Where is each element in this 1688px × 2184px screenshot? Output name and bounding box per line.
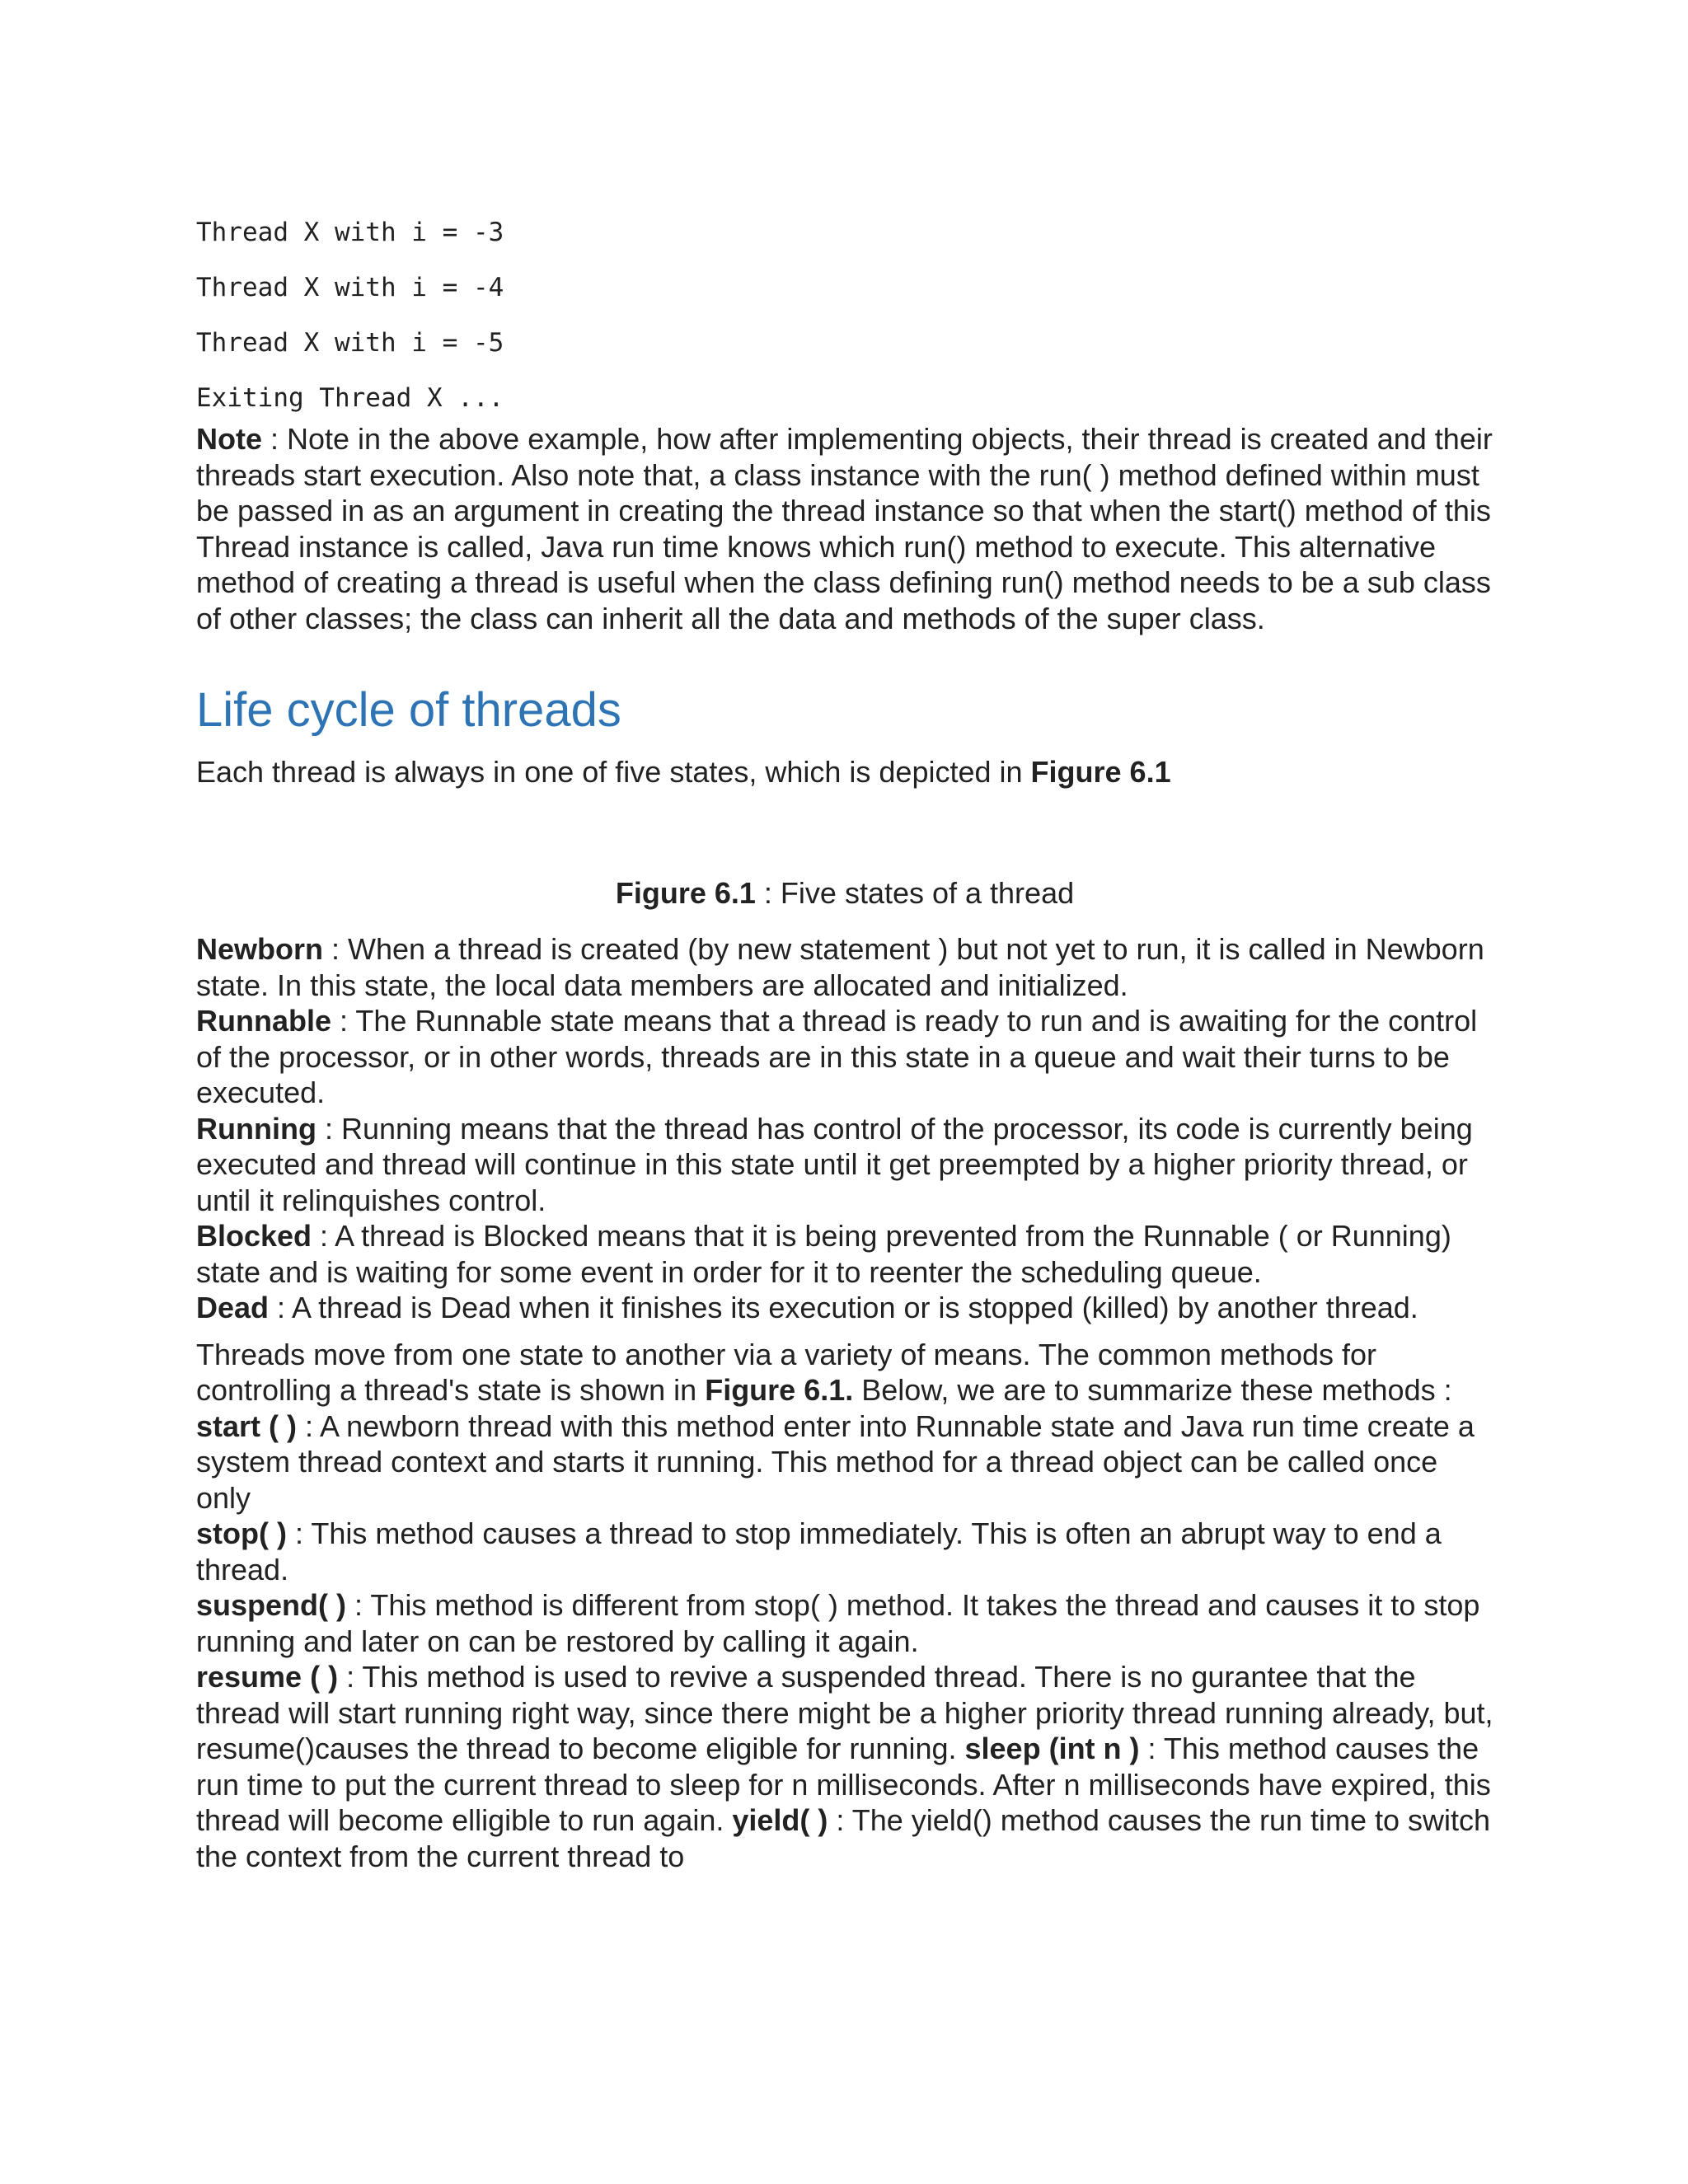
- code-line: Exiting Thread X ...: [196, 383, 504, 413]
- thread-methods-section: [196, 1337, 1498, 1875]
- method-stop: [196, 1516, 1498, 1587]
- methods-intro-text: Threads move from one state to another via a variety of means. The common methods for controlling a thread's state is shown in: [196, 1337, 1377, 1407]
- note-paragraph: [196, 421, 1498, 636]
- section-intro-text: Each thread is always in one of five states, which is depicted in: [196, 755, 1031, 789]
- state-description: : A thread is Dead when it finishes its execution or is stopped (killed) by another thread.: [269, 1291, 1418, 1324]
- state-description: : A thread is Blocked means that it is being prevented from the Runnable ( or Running) state and is waiting for some event in order for it to reenter the scheduling queue.: [196, 1219, 1451, 1289]
- state-blocked: [196, 1218, 1498, 1290]
- method-start: [196, 1408, 1498, 1516]
- section-heading: Life cycle of threads: [196, 683, 621, 737]
- state-label: Newborn: [196, 932, 324, 966]
- state-description: : Running means that the thread has control of the processor, its code is currently being executed and thread will continue in this state until it get preempted by a higher priority thread, or until it relinquishes control.: [196, 1111, 1473, 1217]
- method-label: resume ( ): [196, 1660, 339, 1694]
- state-description: : When a thread is created (by new statement ) but not yet to run, it is called in Newborn state. In this state, the local data members are allocated and initialized.: [196, 932, 1484, 1002]
- figure-placeholder: [196, 790, 1498, 875]
- state-label: Blocked: [196, 1219, 312, 1253]
- method-label: sleep (int n ): [964, 1732, 1140, 1765]
- methods-intro-after: Below, we are to summarize these methods :: [853, 1373, 1452, 1407]
- method-description: : A newborn thread with this method enter into Runnable state and Java run time create a system thread context and starts it running. This method for a thread object can be called once only: [196, 1408, 1475, 1515]
- methods-figure-reference: Figure 6.1.: [705, 1373, 854, 1407]
- state-runnable: [196, 1003, 1498, 1111]
- note-label: Note: [196, 422, 262, 456]
- method-label: stop( ): [196, 1516, 287, 1550]
- state-label: Dead: [196, 1291, 270, 1324]
- section-intro: [196, 754, 1498, 790]
- thread-states-list: [196, 931, 1498, 1326]
- code-line: Thread X with i = -5: [196, 328, 504, 358]
- figure-caption-text: : Five states of a thread: [755, 875, 1075, 910]
- state-description: : The Runnable state means that a thread is ready to run and is awaiting for the control of the processor, or in other words, threads are in this state in a queue and wait their turns to be executed.: [196, 1004, 1478, 1109]
- method-label: yield( ): [732, 1803, 828, 1837]
- state-dead: [196, 1290, 1498, 1326]
- code-line: Thread X with i = -4: [196, 273, 504, 302]
- method-label: suspend( ): [196, 1588, 347, 1622]
- method-description: : This method causes the run time to put the current thread to sleep for n milliseconds. After n milliseconds have expired, this thread will become elligible to run again.: [196, 1732, 1491, 1837]
- method-description: : This method is different from stop( ) method. It takes the thread and causes it to stop running and later on can be restored by calling it again.: [196, 1588, 1480, 1658]
- state-newborn: [196, 931, 1498, 1003]
- state-running: [196, 1111, 1498, 1219]
- method-label: start ( ): [196, 1408, 298, 1443]
- note-text: : Note in the above example, how after implementing objects, their thread is created and their threads start execution. Also note that, a class instance with the run( ) method defined within must be passed in as an argument in creating the thread instance so that when the start() method of this Thread instance is called, Java run time knows which run() method to execute. This alternative method of creating a thread is useful when the class defining run() method needs to be a sub class of other classes; the class can inherit all the data and methods of the super class.: [196, 422, 1493, 635]
- code-line: Thread X with i = -3: [196, 218, 504, 247]
- figure-caption-label: Figure 6.1: [615, 875, 756, 910]
- method-description: : This method causes a thread to stop immediately. This is often an abrupt way to end a thread.: [196, 1516, 1442, 1586]
- method-description: : This method is used to revive a suspended thread. There is no gurantee that the thread will start running right way, since there might be a higher priority thread running already, but, resume()causes the thread to become eligible for running.: [196, 1660, 1493, 1765]
- figure-reference: Figure 6.1: [1030, 755, 1171, 789]
- method-description: : The yield() method causes the run time to switch the context from the current thread to: [196, 1803, 1491, 1873]
- methods-intro: [196, 1337, 1498, 1408]
- document-page: [196, 216, 1498, 1874]
- figure-caption: [196, 875, 1493, 912]
- method-resume-sleep-yield: [196, 1659, 1498, 1874]
- state-label: Runnable: [196, 1004, 332, 1038]
- state-label: Running: [196, 1111, 316, 1146]
- method-suspend: [196, 1587, 1498, 1659]
- code-output-block: [196, 216, 1498, 415]
